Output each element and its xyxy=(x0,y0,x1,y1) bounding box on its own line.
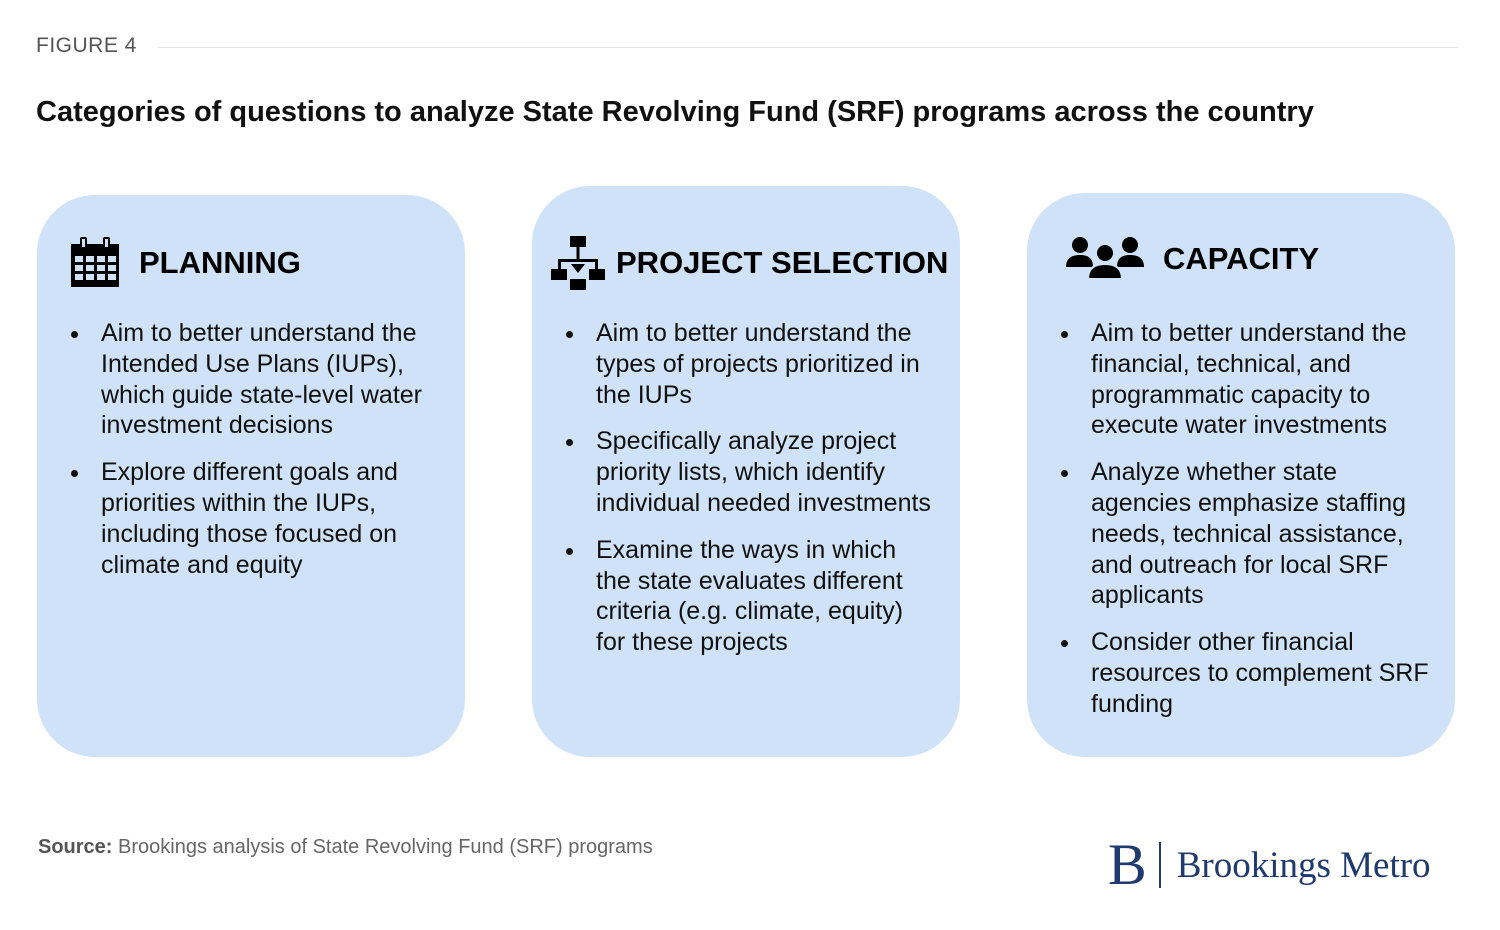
project-selection-bullet-item: Aim to better understand the types of projects prioritized in the IUPs xyxy=(562,318,934,410)
logo-mark: B xyxy=(1108,832,1147,897)
capacity-bullet-item: Analyze whether state agencies emphasize staffing needs, technical assistance, and outreach for local SRF applicants xyxy=(1057,457,1433,611)
figure-label: FIGURE 4 xyxy=(36,34,137,57)
capacity-bullet-item: Consider other financial resources to complement SRF funding xyxy=(1057,627,1433,719)
project-selection-card-header xyxy=(550,235,948,291)
people-group-icon xyxy=(1065,231,1145,287)
project-selection-card-title: PROJECT SELECTION xyxy=(616,245,949,280)
figure-title: Categories of questions to analyze State Revolving Fund (SRF) programs across the country xyxy=(36,96,1314,128)
planning-bullet-list xyxy=(67,318,439,596)
capacity-card xyxy=(1027,193,1455,757)
project-selection-bullet-item: Examine the ways in which the state evaluates different criteria (e.g. climate, equity) for these projects xyxy=(562,535,934,658)
planning-bullet-item: Aim to better understand the Intended Use Plans (IUPs), which guide state-level water investment decisions xyxy=(67,318,439,441)
capacity-card-title: CAPACITY xyxy=(1163,241,1320,276)
source-text: Brookings analysis of State Revolving Fund (SRF) programs xyxy=(112,836,653,858)
figure-divider xyxy=(158,47,1458,48)
project-selection-bullet-item: Specifically analyze project priority lists, which identify individual needed investments xyxy=(562,426,934,518)
source-label: Source: xyxy=(38,836,113,858)
project-selection-card xyxy=(532,186,960,757)
planning-card-header xyxy=(67,235,301,291)
planning-card xyxy=(37,195,465,757)
logo-wordmark: Brookings Metro xyxy=(1176,844,1431,886)
logo-divider xyxy=(1159,842,1161,888)
capacity-card-header xyxy=(1065,231,1319,287)
brookings-metro-logo xyxy=(1108,832,1431,897)
source-note xyxy=(38,836,653,859)
hierarchy-icon xyxy=(550,235,606,291)
capacity-bullet-item: Aim to better understand the financial, technical, and programmatic capacity to execute water investments xyxy=(1057,318,1433,441)
planning-card-title: PLANNING xyxy=(139,245,301,280)
planning-bullet-item: Explore different goals and priorities within the IUPs, including those focused on climate and equity xyxy=(67,457,439,580)
capacity-bullet-list xyxy=(1057,318,1433,736)
project-selection-bullet-list xyxy=(562,318,934,674)
calendar-icon xyxy=(67,235,123,291)
